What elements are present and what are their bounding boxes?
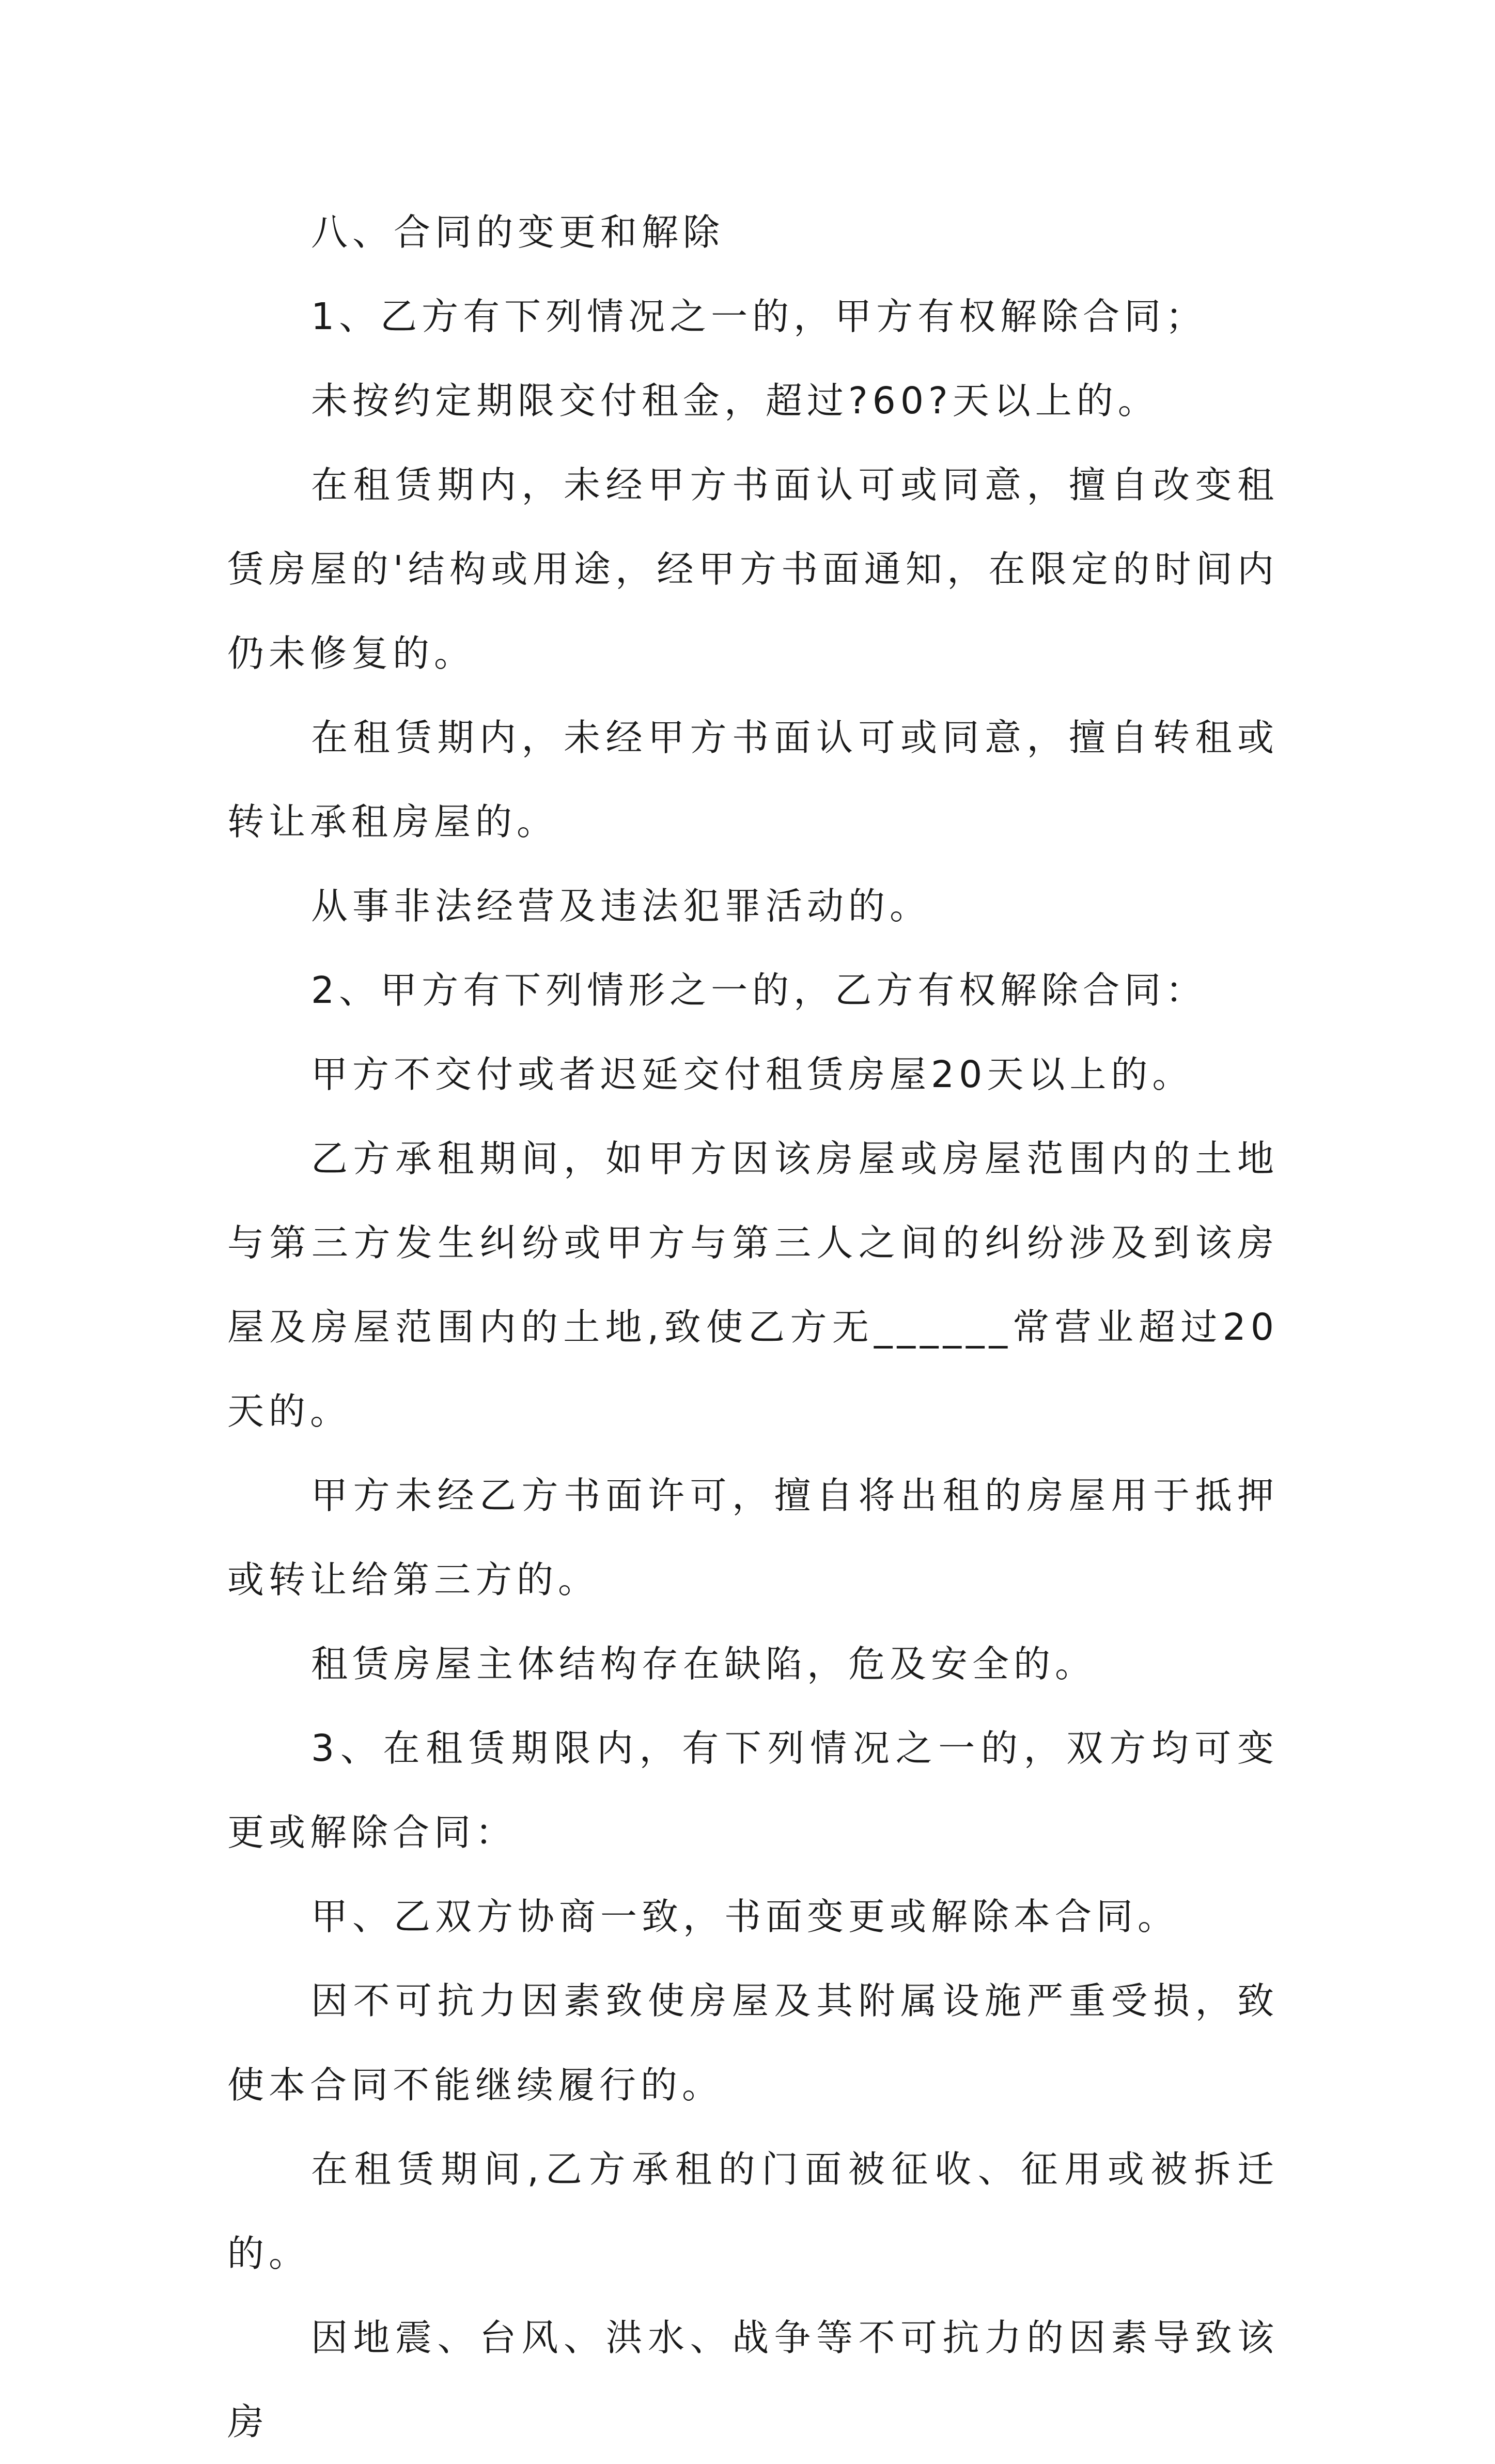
paragraph-clause-1-item-1: 未按约定期限交付租金，超过?60?天以上的。	[311, 379, 1159, 422]
document-body	[227, 190, 1279, 2464]
paragraph-clause-2-item-4: 租赁房屋主体结构存在缺陷，危及安全的。	[311, 1642, 1097, 1685]
paragraph-clause-3-item-2: 因不可抗力因素致使房屋及其附属设施严重受损，致使本合同不能继续履行的。	[227, 1979, 1279, 2106]
paragraph-clause-3-item-4: 因地震、台风、洪水、战争等不可抗力的因素导致该房	[227, 2316, 1279, 2443]
paragraph-clause-2-item-2: 乙方承租期间，如甲方因该房屋或房屋范围内的土地与第三方发生纠纷或甲方与第三人之间的纠纷涉及到该房屋及房屋范围内的土地,致使乙方无______常营业超过20天的。	[227, 1137, 1279, 1433]
paragraph-clause-1-item-4: 从事非法经营及违法犯罪活动的。	[311, 885, 931, 927]
paragraph-section-8-heading: 八、合同的变更和解除	[311, 211, 725, 254]
paragraph-clause-3: 3、在租赁期限内，有下列情况之一的，双方均可变更或解除合同：	[227, 1727, 1279, 1854]
paragraph-clause-3-item-1: 甲、乙双方协商一致，书面变更或解除本合同。	[311, 1895, 1179, 1938]
paragraph-clause-2-item-3: 甲方未经乙方书面许可，擅自将出租的房屋用于抵押或转让给第三方的。	[227, 1474, 1279, 1601]
paragraph-clause-1-item-3: 在租赁期内，未经甲方书面认可或同意，擅自转租或转让承租房屋的。	[227, 716, 1279, 843]
paragraph-clause-1: 1、乙方有下列情况之一的，甲方有权解除合同；	[311, 295, 1207, 338]
paragraph-clause-2: 2、甲方有下列情形之一的，乙方有权解除合同：	[311, 969, 1207, 1012]
paragraph-clause-3-item-3: 在租赁期间,乙方承租的门面被征收、征用或被拆迁的。	[227, 2148, 1279, 2275]
paragraph-clause-1-item-2: 在租赁期内，未经甲方书面认可或同意，擅自改变租赁房屋的'结构或用途，经甲方书面通知，在限定的时间内仍未修复的。	[227, 463, 1279, 675]
paragraph-clause-2-item-1: 甲方不交付或者迟延交付租赁房屋20天以上的。	[311, 1053, 1194, 1096]
